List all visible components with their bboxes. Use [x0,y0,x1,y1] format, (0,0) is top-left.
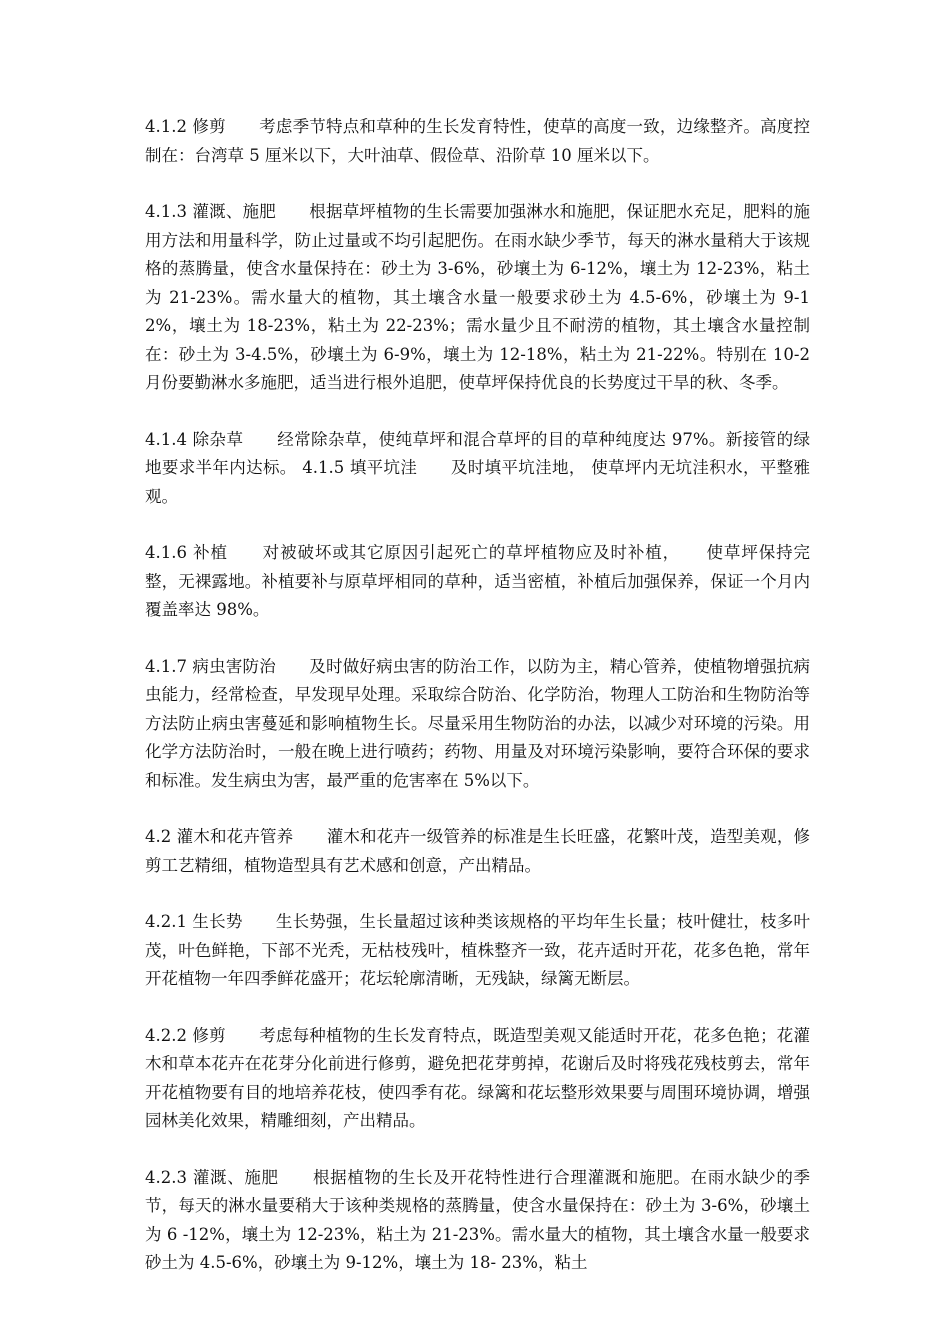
paragraph-4-2-1-growth-vigor: 4.2.1 生长势 生长势强，生长量超过该种类该规格的平均年生长量；枝叶健壮，枝多叶茂，叶色鲜艳，下部不光秃，无枯枝残叶，植株整齐一致，花卉适时开花，花多色艳，常年开花植物一年四季鲜花盛开；花坛轮廓清晰，无残缺，绿篱无断层。 [145,912,810,988]
paragraph-4-2-shrubs-flowers: 4.2 灌木和花卉管养 灌木和花卉一级管养的标准是生长旺盛，花繁叶茂，造型美观，修剪工艺精细，植物造型具有艺术感和创意，产出精品。 [145,827,810,875]
paragraph-4-2-3-irrigation-fertilizing: 4.2.3 灌溉、施肥 根据植物的生长及开花特性进行合理灌溉和施肥。在雨水缺少的季节，每天的淋水量要稍大于该种类规格的蒸腾量，使含水量保持在：砂土为 3-6%，砂壤土为 6 -12%，壤土为 12-23%，粘土为 21-23%。需水量大的植物，其土壤含水量一般要求砂土为 4.5-6%，砂壤土为 9-12%，壤土为 18- 23%，粘土 [145,1167,810,1272]
document-body [145,113,816,1306]
paragraph-4-1-2-pruning: 4.1.2 修剪 考虑季节特点和草种的生长发育特性，使草的高度一致，边缘整齐。高度控制在：台湾草 5 厘米以下，大叶油草、假俭草、沿阶草 10 厘米以下。 [145,117,810,165]
paragraph-4-1-6-replanting: 4.1.6 补植 对被破坏或其它原因引起死亡的草坪植物应及时补植， 使草坪保持完整，无裸露地。补植要补与原草坪相同的草种，适当密植，补植后加强保养，保证一个月内覆盖率达 98%。 [145,543,810,619]
paragraph-4-1-4-weeding: 4.1.4 除杂草 经常除杂草，使纯草坪和混合草坪的目的草种纯度达 97%。新接管的绿地要求半年内达标。 4.1.5 填平坑洼 及时填平坑洼地， 使草坪内无坑洼积水，平整雅观。 [145,429,810,506]
paragraph-4-2-2-pruning: 4.2.2 修剪 考虑每种植物的生长发育特点，既造型美观又能适时开花，花多色艳；花灌木和草本花卉在花芽分化前进行修剪，避免把花芽剪掉，花谢后及时将残花残枝剪去，常年开花植物要有目的地培养花枝，使四季有花。绿篱和花坛整形效果要与周围环境协调，增强园林美化效果，精雕细刻，产出精品。 [145,1025,810,1130]
paragraph-4-1-3-irrigation-fertilizing: 4.1.3 灌溉、施肥 根据草坪植物的生长需要加强淋水和施肥，保证肥水充足，肥料的施用方法和用量科学，防止过量或不均引起肥伤。在雨水缺少季节，每天的淋水量稍大于该规格的蒸腾量，使含水量保持在：砂土为 3-6%，砂壤土为 6-12%，壤土为 12-23%，粘土为 21-23%。需水量大的植物，其土壤含水量一般要求砂土为 4.5-6%，砂壤土为 9-12%，壤土为 18-23%，粘土为 22-23%；需水量少且不耐涝的植物，其土壤含水量控制在：砂土为 3-4.5%，砂壤土为 6-9%，壤土为 12-18%，粘土为 21-22%。特别在 10-2 月份要勤淋水多施肥，适当进行根外追肥，使草坪保持优良的长势度过干旱的秋、冬季。 [145,202,816,392]
paragraph-4-1-7-pest-control: 4.1.7 病虫害防治 及时做好病虫害的防治工作，以防为主，精心管养，使植物增强抗病虫能力，经常检查，早发现早处理。采取综合防治、化学防治，物理人工防治和生物防治等方法防止病虫害蔓延和影响植物生长。尽量采用生物防治的办法，以减少对环境的污染。用化学方法防治时，一般在晚上进行喷药；药物、用量及对环境污染影响，要符合环保的要求和标准。发生病虫为害，最严重的危害率在 5%以下。 [145,656,810,790]
